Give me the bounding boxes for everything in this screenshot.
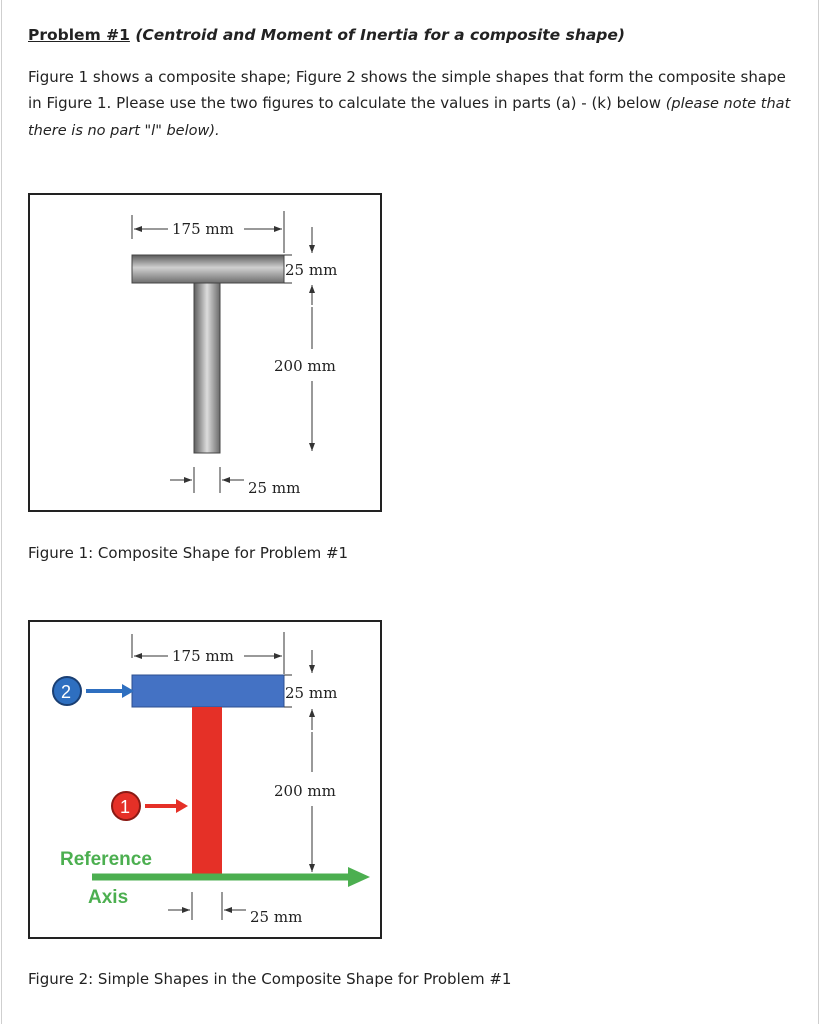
figure-1-drawing [30, 195, 380, 510]
fig2-height-label: 200 mm [274, 782, 336, 800]
problem-subtitle: (Centroid and Moment of Inertia for a composite shape) [135, 26, 626, 44]
fig1-width-label: 175 mm [172, 220, 234, 238]
flange-shape-2 [132, 675, 284, 707]
figure-1-caption: Figure 1: Composite Shape for Problem #1 [28, 544, 349, 562]
reference-label-2: Axis [88, 887, 129, 908]
fig2-web-label: 25 mm [250, 908, 303, 926]
figure-1 [28, 193, 382, 512]
problem-number: Problem #1 [28, 26, 130, 44]
fig1-flange-label: 25 mm [285, 261, 338, 279]
problem-description [28, 64, 803, 144]
description-note: (please note that there is no part "l" below). [28, 96, 791, 139]
figure-2-drawing [30, 622, 380, 937]
flange [132, 255, 284, 283]
problem-title [28, 26, 625, 44]
fig2-flange-label: 25 mm [285, 684, 338, 702]
marker-2-label: 2 [61, 682, 72, 702]
fig1-height-label: 200 mm [274, 357, 336, 375]
marker-1-label: 1 [120, 797, 131, 817]
fig2-width-label: 175 mm [172, 647, 234, 665]
fig1-web-label: 25 mm [248, 479, 301, 497]
description-text: Figure 1 shows a composite shape; Figure 2 shows the simple shapes that form the composite shape in Figure 1. Please use the two figures to calculate the values in parts (a) - (k) below [28, 68, 786, 112]
arrow-right-icon [176, 799, 188, 813]
reference-label-1: Reference [60, 849, 152, 870]
web [194, 283, 220, 453]
web-shape-1 [192, 707, 222, 875]
figure-2-caption: Figure 2: Simple Shapes in the Composite Shape for Problem #1 [28, 970, 512, 988]
reference-axis-arrow-icon [348, 867, 370, 887]
figure-2 [28, 620, 382, 939]
